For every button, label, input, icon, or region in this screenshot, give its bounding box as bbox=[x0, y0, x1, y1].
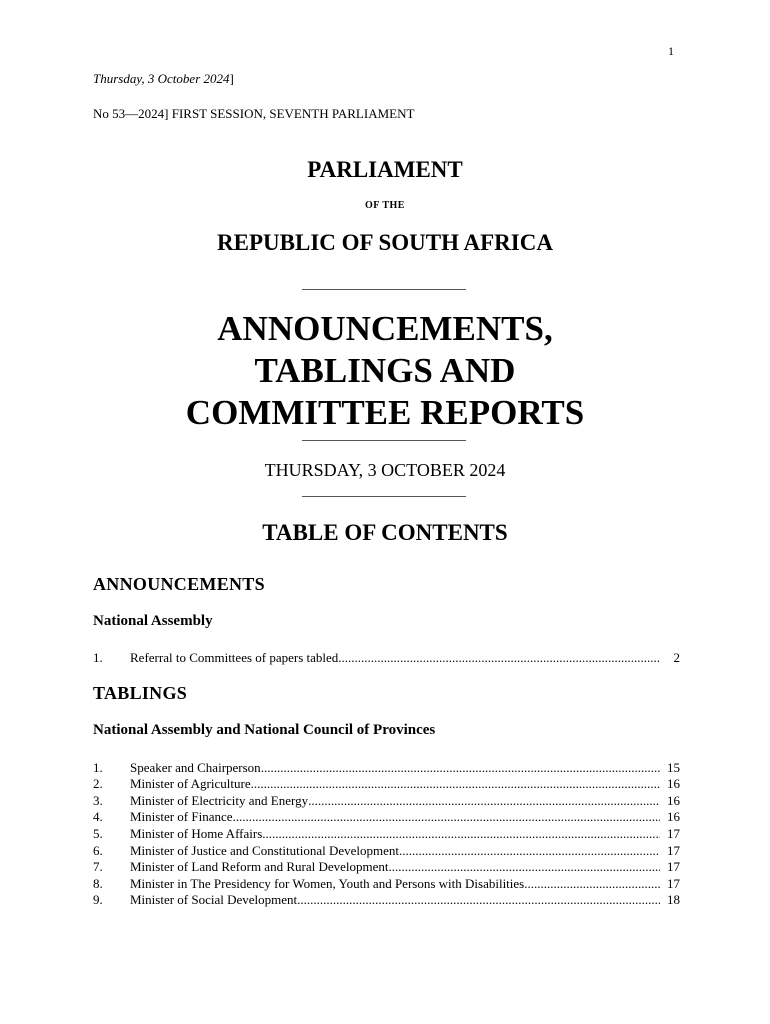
toc-entry-label: Minister of Land Reform and Rural Development bbox=[130, 859, 389, 874]
dot-leader bbox=[297, 891, 660, 908]
toc-entry[interactable] bbox=[93, 792, 680, 809]
document-date: THURSDAY, 3 OCTOBER 2024 bbox=[264, 460, 506, 480]
tablings-heading: TABLINGS bbox=[93, 683, 188, 703]
dot-leader bbox=[261, 759, 660, 776]
toc-entry-page: 16 bbox=[667, 793, 680, 808]
toc-entry-label: Minister of Finance bbox=[130, 809, 233, 824]
republic-heading: REPUBLIC OF SOUTH AFRICA bbox=[217, 230, 553, 255]
toc-entry-number: 8. bbox=[93, 876, 103, 891]
date-italic: Thursday, 3 October 2024 bbox=[93, 71, 230, 86]
divider-rule bbox=[302, 496, 466, 497]
toc-entry-page: 15 bbox=[667, 760, 680, 775]
toc-entry-label: Speaker and Chairperson bbox=[130, 760, 261, 775]
toc-entry-page: 17 bbox=[667, 843, 680, 858]
title-line-2: TABLINGS AND bbox=[254, 351, 516, 390]
toc-entry-label: Referral to Committees of papers tabled bbox=[130, 650, 339, 665]
session-line: No 53—2024] FIRST SESSION, SEVENTH PARLIAMENT bbox=[93, 106, 415, 121]
dot-leader bbox=[251, 775, 660, 792]
divider-rule bbox=[302, 440, 466, 441]
toc-entry-number: 2. bbox=[93, 776, 103, 791]
toc-entry-label: Minister in The Presidency for Women, Youth and Persons with Disabilities bbox=[130, 876, 525, 891]
divider-rule bbox=[302, 289, 466, 290]
title-line-3: COMMITTEE REPORTS bbox=[185, 393, 585, 432]
toc-entry-label: Minister of Agriculture bbox=[130, 776, 251, 791]
date-bracket: ] bbox=[229, 71, 234, 86]
document-title bbox=[0, 308, 770, 434]
toc-entry-page: 17 bbox=[667, 876, 680, 891]
toc-entry-label: Minister of Home Affairs bbox=[130, 826, 263, 841]
toc-entry-page: 17 bbox=[667, 826, 680, 841]
toc-entry-number: 7. bbox=[93, 859, 103, 874]
announcements-heading: ANNOUNCEMENTS bbox=[93, 574, 265, 594]
toc-entry[interactable] bbox=[93, 808, 680, 825]
toc-entry[interactable] bbox=[93, 775, 680, 792]
toc-entry-number: 6. bbox=[93, 843, 103, 858]
toc-entry-number: 4. bbox=[93, 809, 103, 824]
national-assembly-subheading: National Assembly bbox=[93, 613, 213, 629]
toc-entry-number: 1. bbox=[93, 760, 103, 775]
toc-entry[interactable] bbox=[93, 842, 680, 859]
dot-leader bbox=[233, 808, 660, 825]
date-line bbox=[93, 71, 234, 87]
dot-leader bbox=[308, 792, 660, 809]
dot-leader bbox=[389, 858, 661, 875]
toc-entry-number: 3. bbox=[93, 793, 103, 808]
dot-leader bbox=[338, 649, 660, 666]
toc-entry[interactable] bbox=[93, 649, 680, 666]
dot-leader bbox=[262, 825, 660, 842]
toc-entry-number: 9. bbox=[93, 892, 103, 907]
toc-entry-number: 5. bbox=[93, 826, 103, 841]
na-ncop-subheading: National Assembly and National Council of Provinces bbox=[93, 722, 436, 738]
toc-entry[interactable] bbox=[93, 875, 680, 892]
toc-entry-page: 2 bbox=[673, 650, 680, 665]
toc-entry-number: 1. bbox=[93, 650, 103, 665]
title-line-1: ANNOUNCEMENTS, bbox=[217, 309, 553, 348]
toc-entry[interactable] bbox=[93, 759, 680, 776]
toc-entry-label: Minister of Social Development bbox=[130, 892, 298, 907]
toc-entry-label: Minister of Electricity and Energy bbox=[130, 793, 309, 808]
parliament-heading: PARLIAMENT bbox=[307, 157, 463, 182]
page-number: 1 bbox=[668, 44, 674, 58]
toc-entry[interactable] bbox=[93, 825, 680, 842]
toc-entry-page: 17 bbox=[667, 859, 680, 874]
toc-heading: TABLE OF CONTENTS bbox=[262, 520, 508, 545]
toc-entry[interactable] bbox=[93, 858, 680, 875]
toc-entry-page: 18 bbox=[667, 892, 680, 907]
toc-entry-label: Minister of Justice and Constitutional Development bbox=[130, 843, 399, 858]
dot-leader bbox=[399, 842, 660, 859]
toc-entry-page: 16 bbox=[667, 809, 680, 824]
of-the-label: OF THE bbox=[365, 200, 405, 211]
toc-entry-page: 16 bbox=[667, 776, 680, 791]
dot-leader bbox=[524, 875, 660, 892]
toc-entry[interactable] bbox=[93, 891, 680, 908]
